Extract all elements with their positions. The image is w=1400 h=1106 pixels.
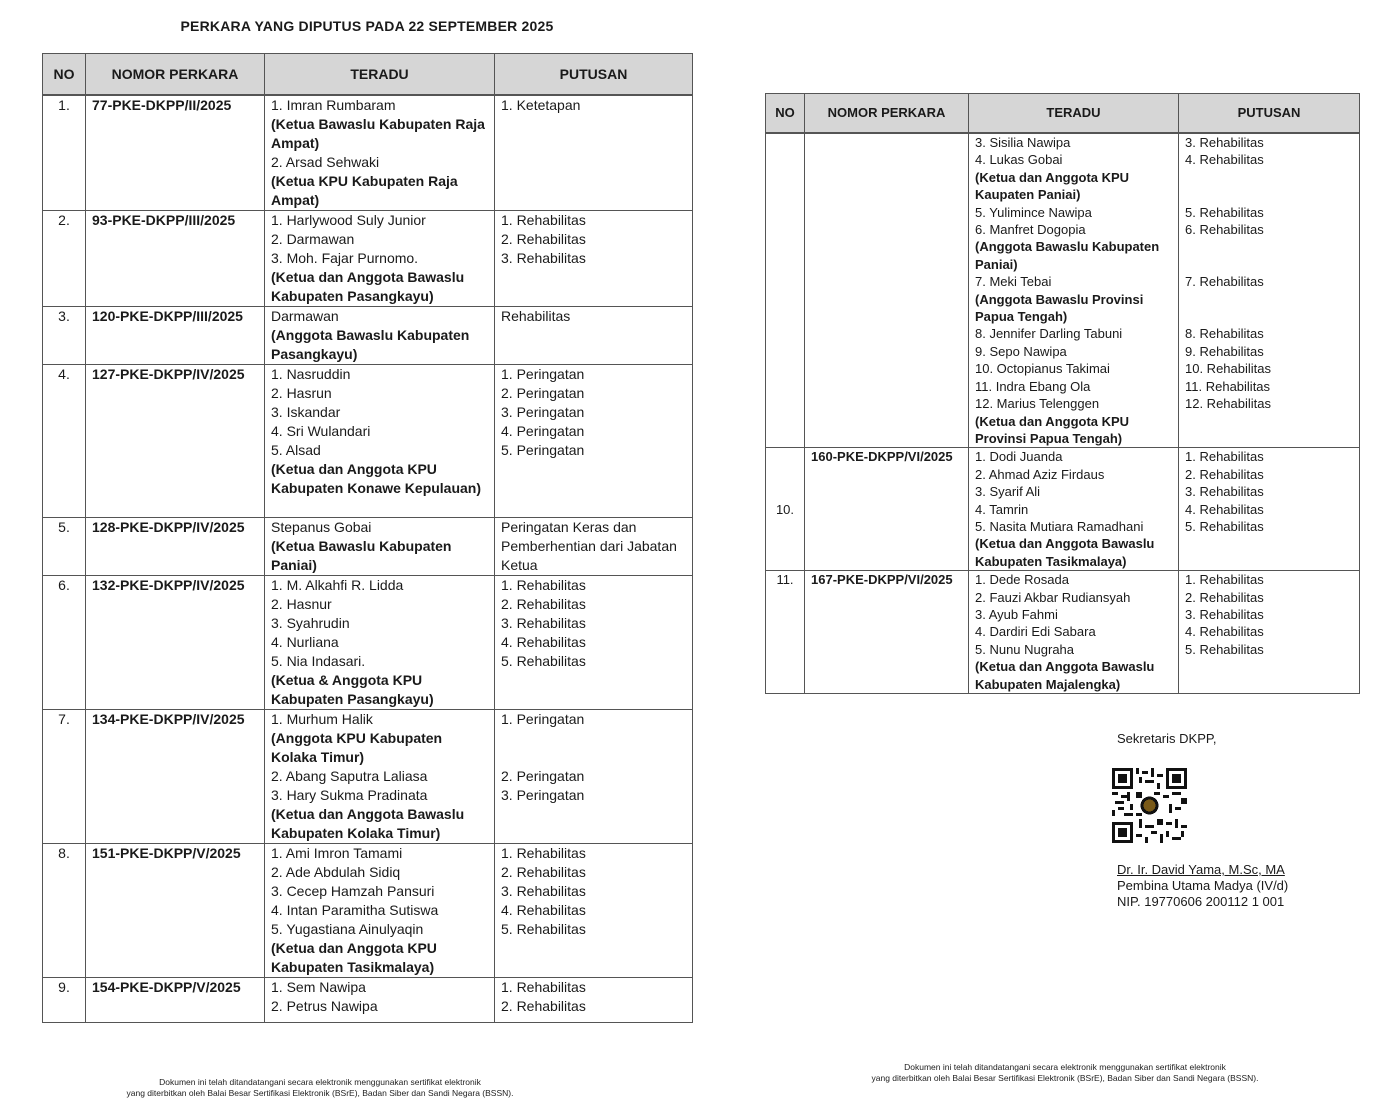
case-number-cell: 7. xyxy=(43,710,86,844)
verdict-item: 5. Rehabilitas xyxy=(1185,518,1264,534)
respondent-name: 1. M. Alkahfi R. Lidda xyxy=(271,577,404,593)
verdict-item: 3. Peringatan xyxy=(501,787,585,803)
footer-line-1: Dokumen ini telah ditandatangani secara elektronik menggunakan sertifikat elektronik xyxy=(904,1062,1226,1072)
case-number-cell: 2. xyxy=(43,211,86,307)
respondent-name: 2. Ahmad Aziz Firdaus xyxy=(975,466,1105,482)
verdict-item xyxy=(1185,291,1353,308)
verdict-item: 1. Rehabilitas xyxy=(1185,449,1264,465)
footer-note-left xyxy=(120,1077,520,1099)
respondent-position: (Anggota Bawaslu Kabupaten Pasangkayu) xyxy=(271,327,470,362)
verdict-item: 4. Rehabilitas xyxy=(1185,624,1264,640)
respondent-name: 2. Abang Saputra Laliasa xyxy=(271,768,428,784)
table-row xyxy=(43,211,693,307)
case-id-cell: 132-PKE-DKPP/IV/2025 xyxy=(86,576,265,710)
verdict-item: 11. Rehabilitas xyxy=(1185,378,1271,394)
footer-line-2: yang diterbitkan oleh Balai Besar Sertifikasi Elektronik (BSrE), Badan Siber dan Sandi Negara (BSSN). xyxy=(871,1073,1259,1083)
verdict-cell xyxy=(495,576,693,710)
respondents-cell xyxy=(969,448,1179,571)
respondent-name: 7. Meki Tebai xyxy=(975,274,1052,290)
verdict-item: 2. Peringatan xyxy=(501,385,585,401)
respondent-name: 5. Yugastiana Ainulyaqin xyxy=(271,921,424,937)
verdict-cell xyxy=(495,518,693,576)
case-id-cell: 134-PKE-DKPP/IV/2025 xyxy=(86,710,265,844)
verdict-item: 2. Rehabilitas xyxy=(501,864,586,880)
respondents-cell xyxy=(265,95,495,211)
verdict-item: 3. Rehabilitas xyxy=(501,615,586,631)
table-row xyxy=(766,571,1360,694)
verdict-item: 5. Rehabilitas xyxy=(1185,204,1264,220)
respondent-position: (Ketua dan Anggota KPU Kabupaten Konawe Kepulauan) xyxy=(271,461,482,496)
respondents-cell xyxy=(265,576,495,710)
case-number-cell: 9. xyxy=(43,978,86,1023)
case-number-cell: 6. xyxy=(43,576,86,710)
case-number-cell: 3. xyxy=(43,307,86,365)
verdict-item xyxy=(1185,186,1353,203)
respondent-position: (Ketua dan Anggota Bawaslu Kabupaten Pasangkayu) xyxy=(271,269,465,304)
verdict-item: 8. Rehabilitas xyxy=(1185,326,1264,342)
verdict-cell xyxy=(495,307,693,365)
verdict-cell xyxy=(1179,571,1360,694)
verdict-cell xyxy=(495,95,693,211)
verdict-item: 5. Rehabilitas xyxy=(501,653,586,669)
respondent-name: 4. Lukas Gobai xyxy=(975,152,1063,168)
verdict-item xyxy=(501,748,686,767)
respondent-name: 9. Sepo Nawipa xyxy=(975,343,1067,359)
case-number-cell: 8. xyxy=(43,844,86,978)
verdict-item: 2. Rehabilitas xyxy=(501,596,586,612)
verdict-item: 4. Rehabilitas xyxy=(501,902,586,918)
respondent-name: 2. Darmawan xyxy=(271,231,355,247)
verdict-item: 2. Rehabilitas xyxy=(501,998,586,1014)
respondent-position: (Ketua & Anggota KPU Kabupaten Pasangkayu) xyxy=(271,672,434,707)
respondent-name: 8. Jennifer Darling Tabuni xyxy=(975,326,1123,342)
respondent-name: 4. Nurliana xyxy=(271,634,339,650)
verdict-item: 6. Rehabilitas xyxy=(1185,222,1264,237)
respondent-name: 3. Cecep Hamzah Pansuri xyxy=(271,883,435,899)
signatory-nip: NIP. 19770606 200112 1 001 xyxy=(1117,894,1285,909)
respondent-name: 1. Dodi Juanda xyxy=(975,449,1063,465)
verdict-item: 1. Rehabilitas xyxy=(501,212,586,228)
case-number-cell: 10. xyxy=(766,448,805,571)
case-id-cell: 127-PKE-DKPP/IV/2025 xyxy=(86,365,265,518)
respondent-position: (Anggota Bawaslu Kabupaten Paniai) xyxy=(975,239,1160,272)
respondent-name: 4. Sri Wulandari xyxy=(271,423,371,439)
case-id-cell xyxy=(805,133,969,448)
respondent-name: 2. Hasnur xyxy=(271,596,332,612)
respondent-name: 3. Syahrudin xyxy=(271,615,350,631)
verdict-item: 2. Rehabilitas xyxy=(1185,466,1264,482)
table-header-row xyxy=(43,54,693,96)
respondent-name: 3. Sisilia Nawipa xyxy=(975,135,1071,150)
case-id-cell: 93-PKE-DKPP/III/2025 xyxy=(86,211,265,307)
respondents-cell xyxy=(265,978,495,1023)
respondent-name: 1. Sem Nawipa xyxy=(271,979,366,995)
respondent-position: (Ketua dan Anggota KPU Kaupaten Paniai) xyxy=(975,169,1130,203)
respondents-cell xyxy=(969,133,1179,448)
respondent-position: (Ketua KPU Kabupaten Raja Ampat) xyxy=(271,173,458,208)
respondent-name: 3. Iskandar xyxy=(271,404,341,420)
verdict-item: 3. Rehabilitas xyxy=(1185,606,1264,622)
case-number-cell: 4. xyxy=(43,365,86,518)
header-teradu: TERADU xyxy=(969,94,1179,134)
header-putusan: PUTUSAN xyxy=(495,54,693,96)
verdict-item: 1. Rehabilitas xyxy=(501,577,586,593)
verdict-item: 1. Peringatan xyxy=(501,366,585,382)
table-row xyxy=(43,978,693,1023)
respondent-position: (Ketua Bawaslu Kabupaten Paniai) xyxy=(271,538,452,573)
table-row xyxy=(766,448,1360,571)
footer-note-right xyxy=(830,1062,1300,1084)
verdict-item: 2. Peringatan xyxy=(501,768,585,784)
respondent-name: 5. Nunu Nugraha xyxy=(975,641,1075,657)
verdict-item: 9. Rehabilitas xyxy=(1185,343,1264,359)
respondent-position: (Ketua dan Anggota Bawaslu Kabupaten Kolaka Timur) xyxy=(271,806,465,841)
respondent-position: (Anggota Bawaslu Provinsi Papua Tengah) xyxy=(975,291,1144,325)
verdict-item: 4. Rehabilitas xyxy=(1185,152,1264,168)
respondent-name: Stepanus Gobai xyxy=(271,519,372,535)
header-nomor-perkara: NOMOR PERKARA xyxy=(86,54,265,96)
respondent-name: 3. Moh. Fajar Purnomo. xyxy=(271,250,419,266)
respondent-name: 3. Syarif Ali xyxy=(975,484,1041,500)
table-row xyxy=(43,518,693,576)
verdict-item: 4. Rehabilitas xyxy=(1185,501,1264,517)
respondents-cell xyxy=(969,571,1179,694)
respondent-name: 2. Ade Abdulah Sidiq xyxy=(271,864,401,880)
verdict-cell xyxy=(495,844,693,978)
respondent-name: 4. Tamrin xyxy=(975,501,1029,517)
respondent-name: 2. Petrus Nawipa xyxy=(271,998,378,1014)
verdict-item xyxy=(1185,238,1353,255)
case-id-cell: 160-PKE-DKPP/VI/2025 xyxy=(805,448,969,571)
respondent-position: (Anggota KPU Kabupaten Kolaka Timur) xyxy=(271,730,443,765)
verdict-item: 1. Rehabilitas xyxy=(1185,572,1264,588)
respondents-cell xyxy=(265,844,495,978)
table-row xyxy=(43,710,693,844)
respondent-name: 3. Hary Sukma Pradinata xyxy=(271,787,428,803)
header-no: NO xyxy=(43,54,86,96)
table-header-row xyxy=(766,94,1360,134)
signatory-rank: Pembina Utama Madya (IV/d) xyxy=(1117,878,1289,893)
verdict-item: 3. Rehabilitas xyxy=(1185,135,1264,150)
verdict-item: 1. Peringatan xyxy=(501,711,585,727)
respondent-name: 1. Dede Rosada xyxy=(975,572,1069,588)
verdict-item xyxy=(1185,256,1353,273)
table-row xyxy=(43,844,693,978)
respondent-position: (Ketua dan Anggota KPU Provinsi Papua Tengah) xyxy=(975,413,1130,446)
case-number-cell: 1. xyxy=(43,95,86,211)
verdict-item: 10. Rehabilitas xyxy=(1185,361,1271,377)
page-title: PERKARA YANG DIPUTUS PADA 22 SEPTEMBER 2025 xyxy=(180,18,554,34)
header-no: NO xyxy=(766,94,805,134)
verdict-item: 1. Ketetapan xyxy=(501,97,581,113)
respondent-name: 11. Indra Ebang Ola xyxy=(975,378,1091,394)
respondent-name: 5. Yulimince Nawipa xyxy=(975,204,1092,220)
case-number-cell: 5. xyxy=(43,518,86,576)
verdict-cell xyxy=(495,978,693,1023)
respondent-position: (Ketua dan Anggota KPU Kabupaten Tasikmalaya) xyxy=(271,940,437,975)
respondent-name: 4. Dardiri Edi Sabara xyxy=(975,624,1096,640)
respondents-cell xyxy=(265,307,495,365)
verdict-item: 5. Peringatan xyxy=(501,442,585,458)
header-putusan: PUTUSAN xyxy=(1179,94,1360,134)
table-row xyxy=(43,95,693,211)
footer-line-1: Dokumen ini telah ditandatangani secara elektronik menggunakan sertifikat elektronik xyxy=(159,1077,481,1087)
verdict-item: 3. Rehabilitas xyxy=(501,250,586,266)
footer-line-2: yang diterbitkan oleh Balai Besar Sertifikasi Elektronik (BSrE), Badan Siber dan Sandi Negara (BSSN). xyxy=(126,1088,514,1098)
verdict-item: Rehabilitas xyxy=(501,308,571,324)
signature-label: Sekretaris DKPP, xyxy=(1117,731,1217,746)
respondent-name: 1. Ami Imron Tamami xyxy=(271,845,403,861)
verdict-item: 7. Rehabilitas xyxy=(1185,274,1264,290)
verdict-item: 2. Rehabilitas xyxy=(1185,589,1264,605)
respondent-name: Darmawan xyxy=(271,308,339,324)
respondents-cell xyxy=(265,365,495,518)
case-id-cell: 154-PKE-DKPP/V/2025 xyxy=(86,978,265,1023)
case-number-cell xyxy=(766,133,805,448)
respondent-name: 1. Nasruddin xyxy=(271,366,351,382)
signature-block xyxy=(1117,731,1216,747)
respondent-name: 5. Nasita Mutiara Ramadhani xyxy=(975,518,1144,534)
respondent-name: 2. Hasrun xyxy=(271,385,332,401)
respondent-name: 1. Harlywood Suly Junior xyxy=(271,212,426,228)
respondent-name: 10. Octopianus Takimai xyxy=(975,361,1110,377)
respondent-position: (Ketua dan Anggota Bawaslu Kabupaten Tasikmalaya) xyxy=(975,536,1155,569)
header-teradu: TERADU xyxy=(265,54,495,96)
table-row xyxy=(766,133,1360,448)
case-id-cell: 167-PKE-DKPP/VI/2025 xyxy=(805,571,969,694)
table-row xyxy=(43,307,693,365)
header-nomor-perkara: NOMOR PERKARA xyxy=(805,94,969,134)
verdict-item: 1. Rehabilitas xyxy=(501,979,586,995)
verdict-item: 4. Peringatan xyxy=(501,423,585,439)
case-id-cell: 151-PKE-DKPP/V/2025 xyxy=(86,844,265,978)
respondent-position: (Ketua dan Anggota Bawaslu Kabupaten Majalengka) xyxy=(975,659,1155,692)
respondent-name: 1. Murhum Halik xyxy=(271,711,373,727)
case-id-cell: 128-PKE-DKPP/IV/2025 xyxy=(86,518,265,576)
verdict-item: Peringatan Keras dan Pemberhentian dari Jabatan Ketua xyxy=(501,519,677,573)
respondent-name: 6. Manfret Dogopia xyxy=(975,222,1086,238)
verdict-item xyxy=(1185,169,1353,186)
verdict-item: 3. Rehabilitas xyxy=(1185,484,1264,500)
respondent-position: (Ketua Bawaslu Kabupaten Raja Ampat) xyxy=(271,116,485,151)
table-row xyxy=(43,365,693,518)
verdict-item: 3. Rehabilitas xyxy=(501,883,586,899)
verdict-item xyxy=(1185,308,1353,325)
cases-table-right xyxy=(765,93,1360,694)
verdict-item: 2. Rehabilitas xyxy=(501,231,586,247)
verdict-item: 1. Rehabilitas xyxy=(501,845,586,861)
verdict-item: 3. Peringatan xyxy=(501,404,585,420)
respondent-name: 2. Fauzi Akbar Rudiansyah xyxy=(975,589,1131,605)
respondent-name: 12. Marius Telenggen xyxy=(975,396,1100,412)
verdict-item: 5. Rehabilitas xyxy=(501,921,586,937)
respondents-cell xyxy=(265,518,495,576)
respondent-name: 5. Alsad xyxy=(271,442,321,458)
cases-table-left xyxy=(42,53,693,1023)
signatory-details xyxy=(1117,862,1288,910)
verdict-cell xyxy=(1179,448,1360,571)
respondents-cell xyxy=(265,211,495,307)
case-id-cell: 77-PKE-DKPP/II/2025 xyxy=(86,95,265,211)
table-row xyxy=(43,576,693,710)
verdict-cell xyxy=(495,710,693,844)
verdict-item: 4. Rehabilitas xyxy=(501,634,586,650)
qr-code-icon xyxy=(1112,768,1187,843)
verdict-cell xyxy=(495,211,693,307)
verdict-item: 5. Rehabilitas xyxy=(1185,641,1264,657)
respondents-cell xyxy=(265,710,495,844)
respondent-name: 2. Arsad Sehwaki xyxy=(271,154,380,170)
case-id-cell: 120-PKE-DKPP/III/2025 xyxy=(86,307,265,365)
respondent-name: 3. Ayub Fahmi xyxy=(975,606,1058,622)
respondent-name: 5. Nia Indasari. xyxy=(271,653,366,669)
respondent-name: 4. Intan Paramitha Sutiswa xyxy=(271,902,439,918)
case-number-cell: 11. xyxy=(766,571,805,694)
verdict-cell xyxy=(1179,133,1360,448)
verdict-item: 12. Rehabilitas xyxy=(1185,396,1271,411)
respondent-name: 1. Imran Rumbaram xyxy=(271,97,396,113)
verdict-cell xyxy=(495,365,693,518)
verdict-item xyxy=(501,729,686,748)
signatory-name: Dr. Ir. David Yama, M.Sc, MA xyxy=(1117,862,1285,877)
